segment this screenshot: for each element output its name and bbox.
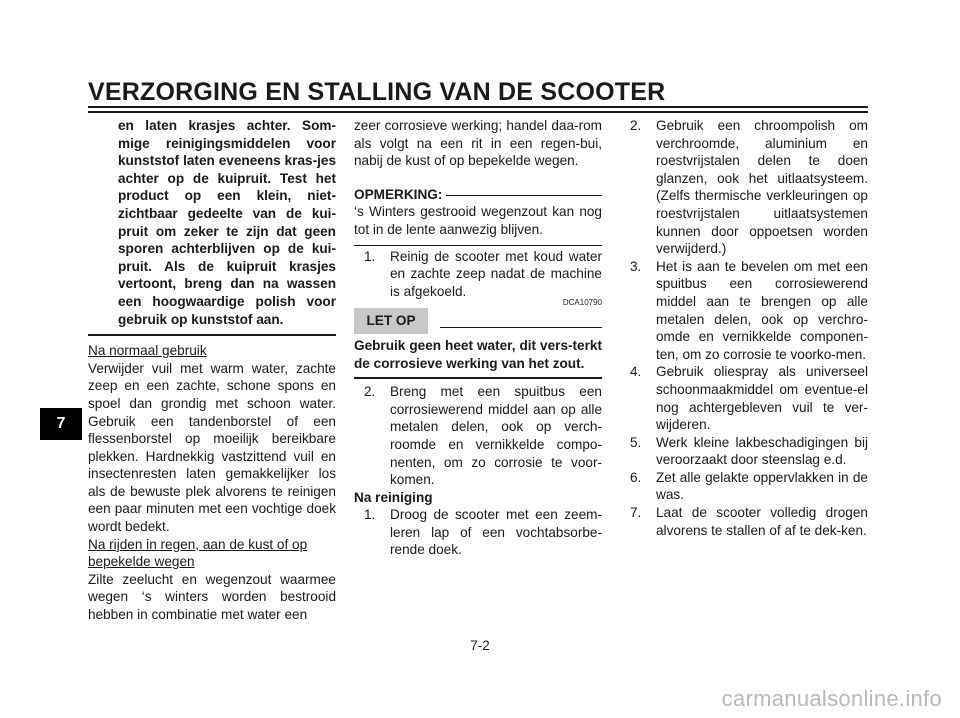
step-number: 2. [364,384,376,400]
letop-code: DCA10790 [562,298,602,308]
step-number: 1. [364,507,376,523]
step-number: 1. [364,248,376,264]
step-text: Zet alle gelakte oppervlakken in de was. [656,469,868,503]
letop-end-rule [354,377,602,379]
column-3 [620,117,868,539]
note-label: OPMERKING: [354,186,443,202]
list-item [630,434,868,469]
heading-rain-coast: Na rijden in regen, aan de kust of op bepekelde wegen [88,536,308,570]
step-text: Laat de scooter volledig drogen alvorens te stallen of af te dek-ken. [656,505,868,538]
note-heading-line [446,195,602,196]
step-text: Droog de scooter met een zeem-leren lap of een vochtabsorbe-rende doek. [390,507,602,558]
warning-end-rule [88,334,336,336]
watermark-text: carmanualsonline.info [721,686,942,711]
step-number: 4. [630,364,642,380]
header-rule-top [88,106,868,108]
step-text: Breng met een spuitbus een corrosiewerend middel aan op alle metalen delen, ook op verch-roomde en vernikkelde compo-nenten, om zo corrosie te voor-komen. [390,384,602,488]
column-2 [354,117,602,559]
para-salt: Zilte zeelucht en wegenzout waarmee wegen ‘s winters worden bestrooid hebben in combinatie met water een [88,571,336,623]
steps-list-c [354,506,602,559]
letop-heading-line [440,327,602,328]
para-continued: zeer corrosieve werking; handel daa-rom als volgt na een rit in een regen-bui, nabij de kust of op bepekelde wegen. [354,118,602,169]
step-text: Reinig de scooter met koud water en zachte zeep nadat de machine is afgekoeld. [390,248,602,299]
list-item [630,469,868,504]
step-number: 2. [630,118,642,133]
list-item [630,363,868,433]
note-text: ‘s Winters gestrooid wegenzout kan nog tot in de lente aanwezig blijven. [354,204,602,237]
step-number: 3. [630,258,642,274]
step-number: 7. [630,505,642,521]
chapter-tab: 7 [40,408,82,440]
letop-badge: LET OP [354,308,428,334]
note-end-rule [354,245,602,246]
letop-heading [354,298,602,334]
list-item [364,506,602,559]
steps-list-d [620,117,868,539]
step-text: Gebruik oliespray als universeel schoonmaakmiddel om eventue-el nog achtergebleven vuil te ver-wijderen. [656,364,868,433]
heading-normal-use: Na normaal gebruik [88,343,207,359]
letop-text: Gebruik geen heet water, dit vers-terkt de corrosieve werking van het zout. [354,337,602,371]
page-header-title: VERZORGING EN STALLING VAN DE SCOOTER [88,78,666,106]
para-normal-use: Verwijder vuil met warm water, zachte zeep en een zachte, schone spons en spoel dan grondig met schoon water. Gebruik een tandenborstel of een flessenborstel op moeilijk bereikbare plekken. Hardnekkig vastzittend vuil en insectenresten laten gemakkelijker los als de bewuste plek alvorens te reinigen een paar minuten met een vochtige doek wordt bedekt. [88,360,336,535]
list-item [630,504,868,539]
step-number: 6. [630,469,642,485]
step-text: Werk kleine lakbeschadigingen bij veroorzaakt door steenslag e.d. [656,434,868,468]
list-item [364,248,602,301]
warning-text: en laten krasjes achter. Som-mige reinigingsmiddelen voor kunststof laten eveneens kras-jes achter op de kuipruit. Test het product op een klein, niet-zichtbaar gedeelte van de kui-pruit om zeker te zijn dat geen sporen achterblijven op de kui-pruit. Als de kuipruit krasjes vertoont, breng dan na wassen een hoogwaardige polish voor gebruik op kunststof aan. [118,118,336,327]
list-item [630,258,868,364]
steps-list-b [354,383,602,489]
heading-after-cleaning: Na reiniging [354,489,433,505]
list-item [364,383,602,489]
column-1 [88,117,336,624]
steps-list-a [354,248,602,301]
list-item [630,117,868,258]
page-number: 7-2 [470,638,490,653]
header-rule-bottom [88,111,868,113]
step-number: 5. [630,434,642,450]
step-text: Gebruik een chroompolish om verchroomde, aluminium en roestvrijstalen delen te doen glanzen, ook het uitlaatsysteem. (Zelfs thermische verkleuringen op roestvrijstalen uitlaatsystemen kunnen door oppoetsen worden verwijderd.) [656,118,868,257]
step-text: Het is aan te bevelen om met een spuitbus een corrosiewerend middel aan te brengen op alle metalen delen, ook op verchro-omde en vernikkelde componen-ten, om zo corrosie te voorko-men. [656,258,868,362]
note-heading [354,186,602,204]
